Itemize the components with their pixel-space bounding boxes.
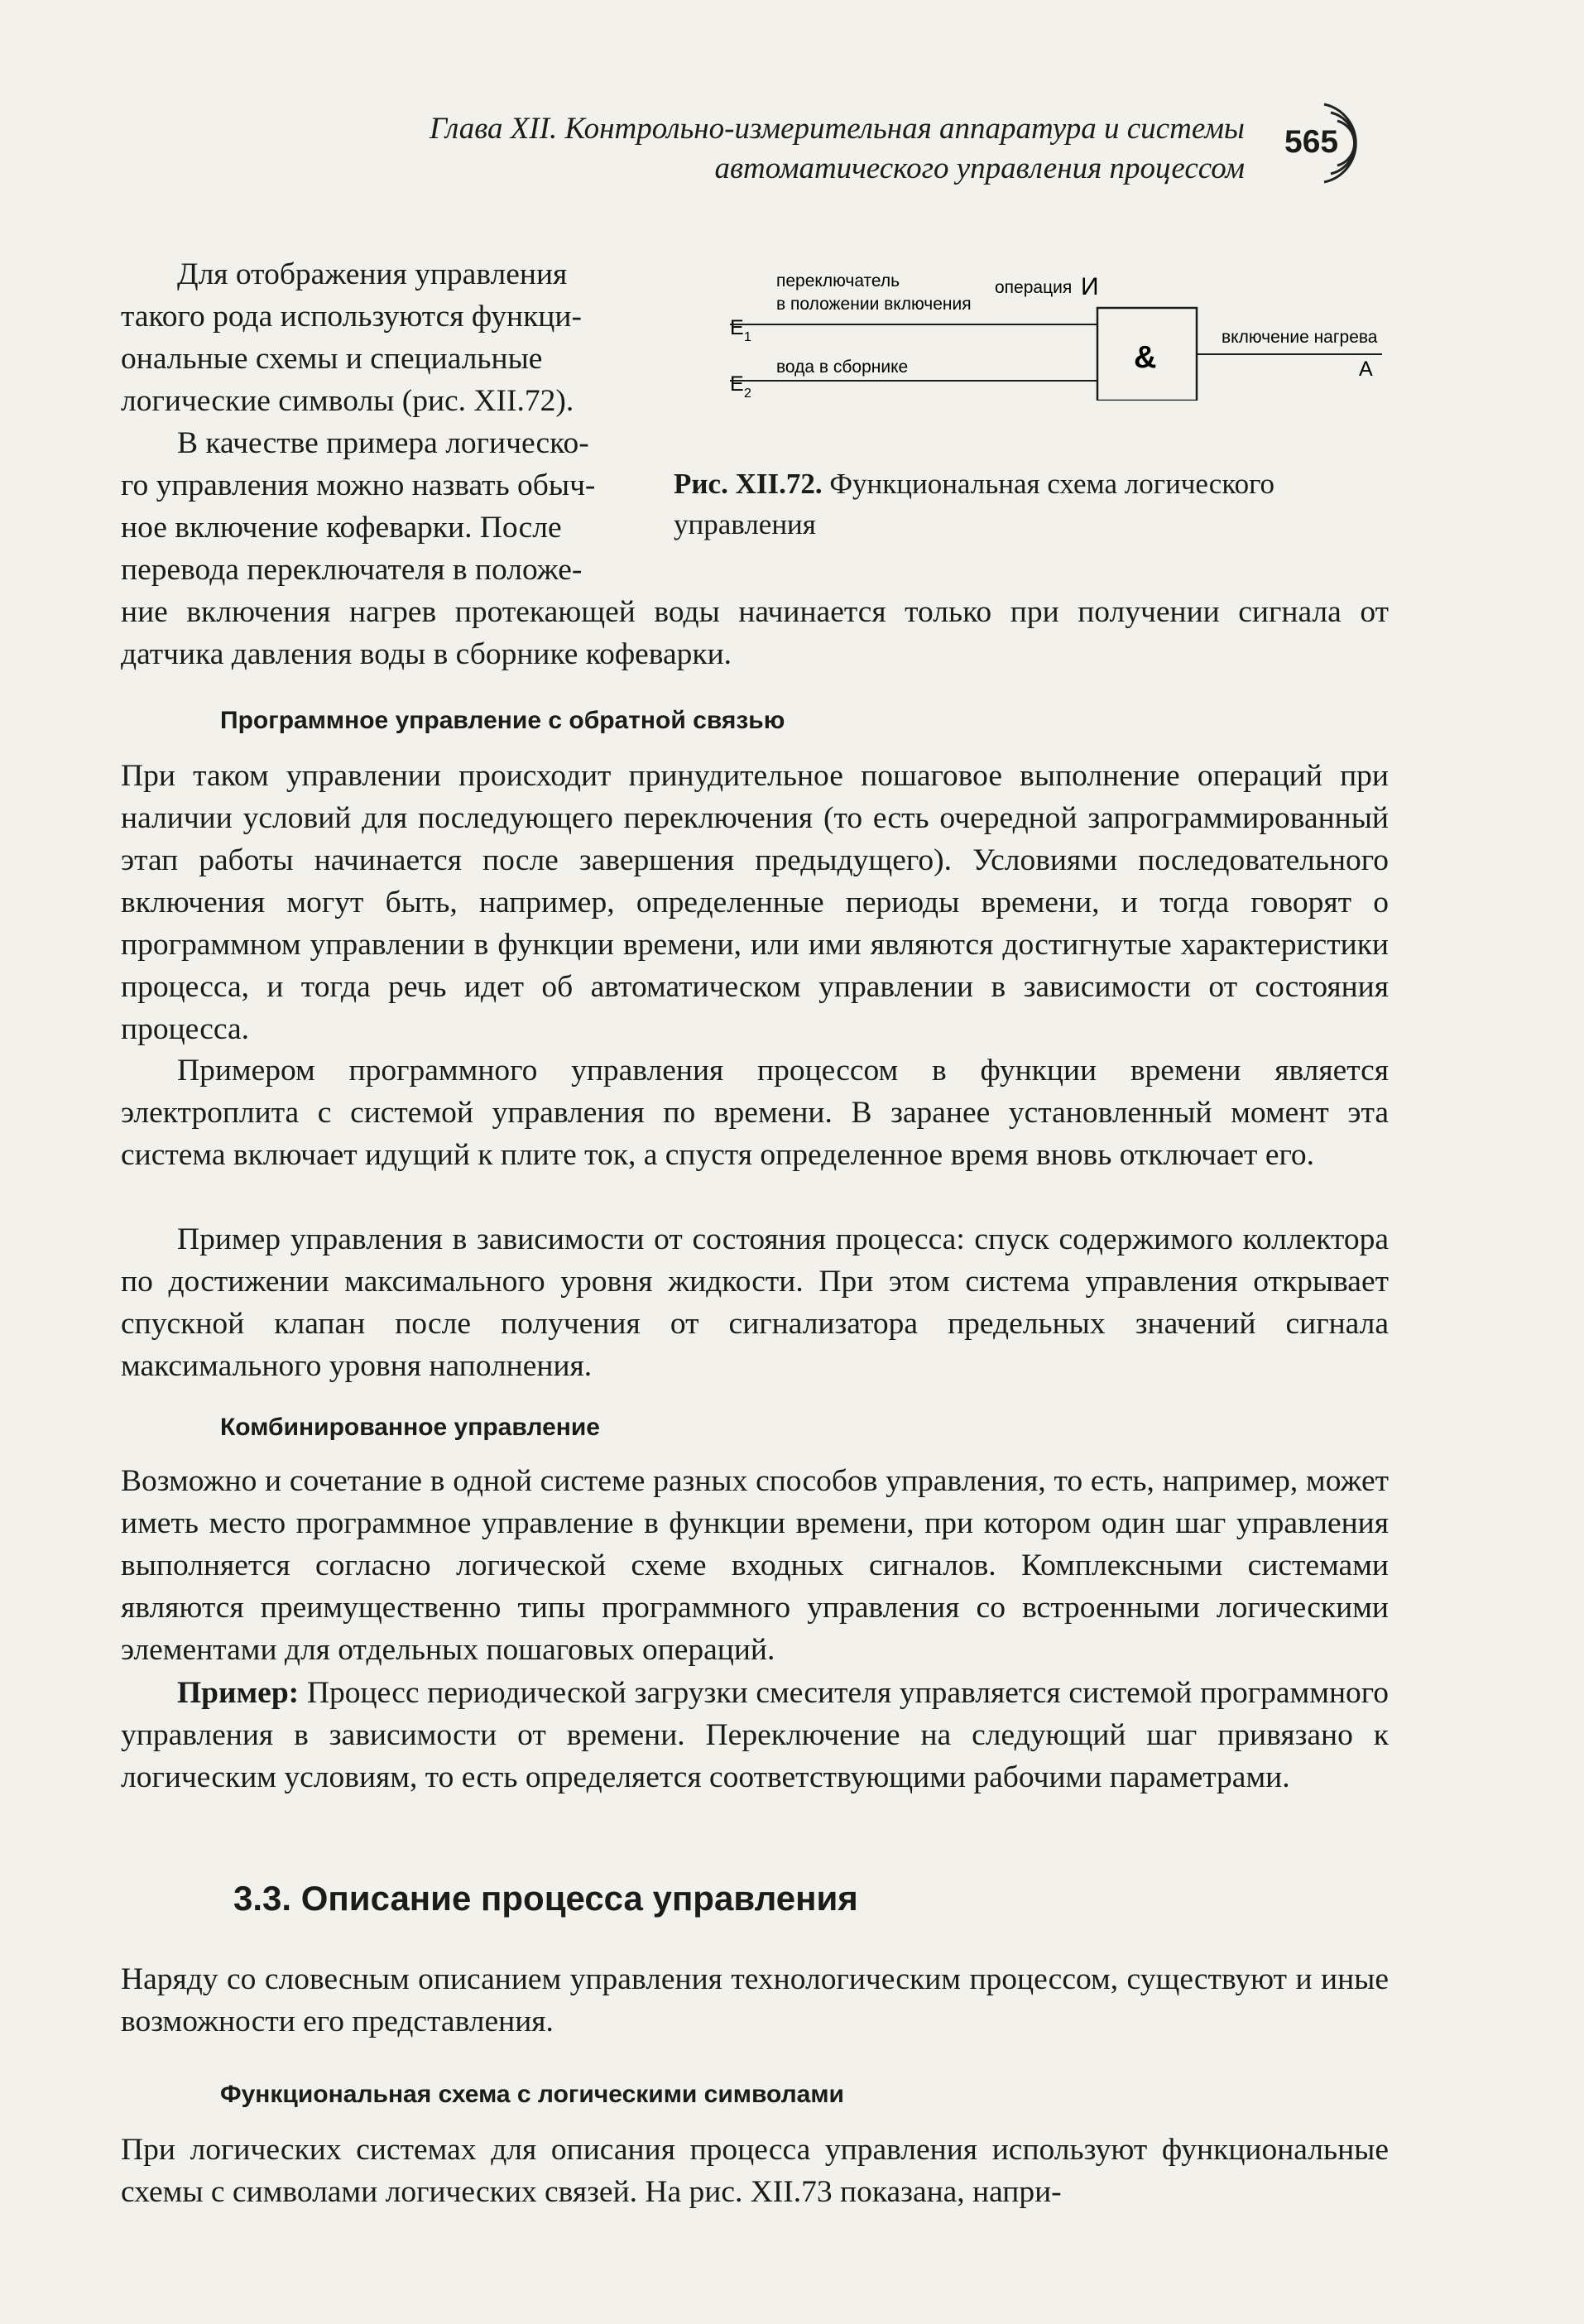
- heading-logic-scheme: Функциональная схема с логическими символами: [220, 2081, 844, 2108]
- page-number: 565: [1284, 124, 1339, 160]
- running-header-line-1: Глава XII. Контрольно-измерительная аппаратура и системы: [430, 112, 1245, 146]
- intro-paragraph-2: [121, 422, 659, 591]
- label-water: вода в сборнике: [776, 358, 909, 377]
- example-lead: Пример:: [177, 1676, 300, 1710]
- example-text: Процесс периодической загрузки смесителя управляется системой программного управления в зависимости от времени. Переключение на следующий шаг привязано к логическим условиям, то есть определяется соответствующими рабочими параметрами.: [121, 1676, 1389, 1794]
- label-switch-line-1: переключатель: [776, 271, 900, 290]
- intro-p2-line-2: го управления можно назвать обыч-: [121, 468, 596, 502]
- label-output: A: [1359, 358, 1373, 381]
- page-number-arcs-icon: [1316, 98, 1382, 189]
- feedback-paragraph-3: Пример управления в зависимости от состояния процесса: спуск содержимого коллектора по достижении максимального уровня жидкости. При этом система управления открывает спускной клапан после получения от сигнализатора предельных значений сигнала максимального уровня наполнения.: [121, 1222, 1389, 1383]
- logic-paragraph-1: При логических системах для описания процесса управления используют функциональные схемы с символами логических связей. На рис. XII.73 показана, напри-: [121, 2133, 1389, 2209]
- intro-p1-line-2: такого рода используются функци-: [121, 300, 582, 334]
- label-operation: операция: [995, 278, 1073, 297]
- section-title: 3.3. Описание процесса управления: [233, 1879, 858, 1918]
- figure-caption-text: Функциональная схема логического управления: [674, 468, 1275, 540]
- and-gate-symbol: &: [1134, 340, 1157, 375]
- intro-p1-line-4: логические символы (рис. XII.72).: [121, 384, 574, 418]
- intro-p1-line-3: ональные схемы и специальные: [121, 342, 543, 376]
- label-switch-line-2: в положении включения: [776, 295, 972, 314]
- intro-p1-line-1: Для отображения управления: [177, 257, 568, 291]
- label-e1-sub: 1: [744, 330, 751, 344]
- label-e2-sub: 2: [744, 387, 751, 401]
- figure-caption-label: Рис. XII.72.: [674, 468, 823, 500]
- combined-paragraph-2: [121, 1672, 1389, 1798]
- section-paragraph-1: Наряду со словесным описанием управления технологическим процессом, существуют и иные возможности его представления.: [121, 1962, 1389, 2038]
- label-e1: E: [730, 316, 744, 339]
- feedback-paragraph-2: Примером программного управления процессом в функции времени является электроплита с системой управления по времени. В заранее установленный момент эта система включает идущий к плите ток, а спустя определенное время вновь отключает его.: [121, 1054, 1389, 1172]
- running-header-line-2: автоматического управления процессом: [714, 151, 1245, 185]
- label-heating: включение нагрева: [1222, 328, 1378, 347]
- feedback-paragraph-1: При таком управлении происходит принудительное пошаговое выполнение операций при наличии условий для последующего переключения (то есть очередной запрограммированный этап работы начинается после завершения предыдущего). Условиями последовательного включения могут быть, например, определенные периоды времени, и тогда говорят о программном управлении в функции времени, или ими являются достигнутые характеристики процесса, и тогда речь идет об автоматическом управлении в зависимости от состояния процесса.: [121, 759, 1389, 1046]
- label-operation-symbol: И: [1081, 273, 1099, 300]
- intro-p2-line-3: ное включение кофеварки. После: [121, 511, 562, 545]
- intro-p2-line-1: В качестве примера логическо-: [177, 426, 589, 460]
- logic-diagram: [720, 260, 1399, 401]
- label-e2: E: [730, 372, 744, 396]
- figure-caption: [674, 463, 1394, 545]
- heading-combined-control: Комбинированное управление: [220, 1414, 600, 1441]
- running-header: [252, 109, 1245, 189]
- intro-paragraph-2-rest: ние включения нагрев протекающей воды начинается только при получении сигнала от датчика давления воды в сборнике кофеварки.: [121, 595, 1389, 671]
- heading-feedback-control: Программное управление с обратной связью: [220, 707, 785, 734]
- combined-paragraph-1: Возможно и сочетание в одной системе разных способов управления, то есть, например, может иметь место программное управление в функции времени, при котором один шаг управления выполняется согласно логической схеме входных сигналов. Комплексными системами являются преимущественно типы программного управления со встроенными логическими элементами для отдельных пошаговых операций.: [121, 1464, 1389, 1667]
- intro-p2-line-4: перевода переключателя в положе-: [121, 553, 583, 587]
- intro-paragraph-1: [121, 253, 659, 422]
